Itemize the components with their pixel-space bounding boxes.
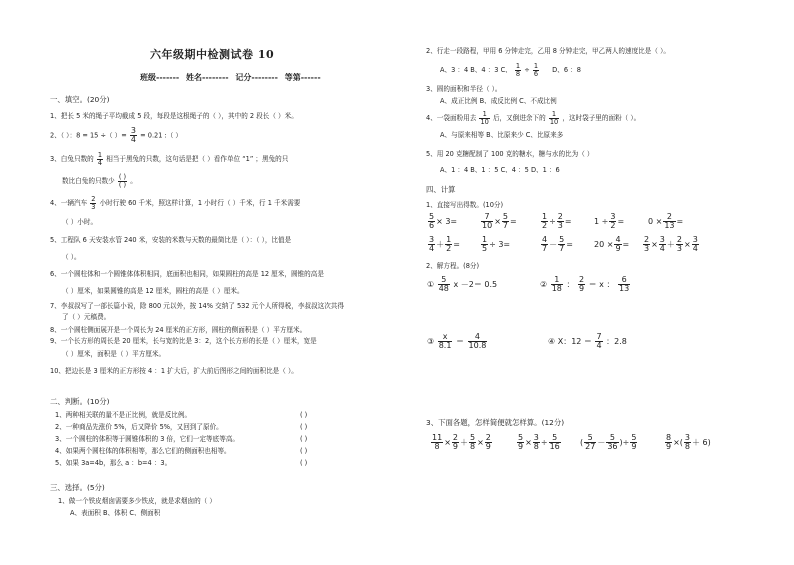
q1-8: 8、一个圆柱侧面展开是一个周长为 24 厘米的正方形，圆柱的侧面积是（ ）平方厘米。 [50,326,307,334]
equation-2: ② $\frac{1}{18}$ ： $\frac{2}{9}$ ＝ x ： $\frac{6}{13}$ [540,275,630,293]
calc-10: $\frac{2}{3}$ × $\frac{3}{4}$ ＋ $\frac{2}{3}$ × $\frac{3}{4}$ [644,235,698,253]
q1-9: 9、一个长方形的周长是 20 厘米，长与宽的比是 3：2，这个长方形的长是（ ）厘米，宽是 [50,337,317,345]
choice-3-options: A、成正比例 B、成反比例 C、不成比例 [440,97,557,105]
judge-answer-2[interactable]: ( ) [300,423,308,431]
fraction-blank: $\frac{( )}{( )}$ [118,173,127,189]
calc-4: 1 ÷ $\frac{3}{2}$ = [594,212,625,230]
simplify-4: $\frac{8}{9}$ ×( $\frac{3}{8}$ ＋ 6) [666,433,711,451]
simplify-1: $\frac{11}{8}$ × $\frac{2}{9}$ ＋ $\frac{5}{8}$ × $\frac{2}{9}$ [432,433,491,451]
equation-4: ④ X：12 ＝ $\frac{7}{4}$ ：2.8 [548,332,627,350]
choice-5: 5、用 20 克糖配制了 100 克的糖水，糖与水的比为（ ） [426,150,594,158]
choice-2-options: A、3 ：4 B、4 ：3 C、 $\frac{1}{8}$ ÷ $\frac{1}{6}$ D、6 ：8 [440,62,581,78]
judge-item-4: 4、如果两个圆柱体的体积相等，那么它们的侧面积也相等。 [55,447,231,455]
calc-9: 20 × $\frac{4}{9}$ = [594,235,630,253]
judge-answer-1[interactable]: ( ) [300,411,308,419]
calc-5: 0 × $\frac{2}{13}$ = [648,212,684,230]
q1-5-cont: （ ）。 [62,253,81,261]
calc-3: $\frac{1}{2}$ ÷ $\frac{2}{3}$ = [542,212,572,230]
calc-8: $\frac{4}{7}$ － $\frac{5}{7}$ = [542,235,573,253]
equation-3: ③ $\frac{x}{8.1}$ ＝ $\frac{4}{10.8}$ [427,332,487,350]
q1-10: 10、把边长是 3 厘米的正方形按 4 ：1 扩大后，扩大前后图形之间的面积比是（ ）。 [50,367,298,375]
calc-2: $\frac{7}{10}$ × $\frac{5}{7}$ = [482,212,517,230]
q1-4-cont: （ ）小时。 [62,218,98,226]
judge-item-1: 1、两种相关联的量不是正比例，就是反比例。 [55,411,192,419]
judge-answer-4[interactable]: ( ) [300,447,308,455]
judge-item-5: 5、如果 3a=4b，那么 a ：b=4 ：3。 [55,459,172,467]
section-2-heading: 二、判断。(10分) [50,397,110,406]
section-1-heading: 一、填空。(20分) [50,95,110,104]
q1-6: 6、一个圆柱体和一个圆锥体体积相同，底面积也相同，如果圆柱的高是 12 厘米，圆锥的高是 [50,270,324,278]
q1-3-cont: 数比白兔的只数少 $\frac{( )}{( )}$ 。 [62,173,137,189]
choice-3: 3、圆的面积和半径（ ）。 [426,85,502,93]
q1-4: 4、一辆汽车 $\frac{2}{3}$ 小时行驶 60 千米，照这样计算，1 小时行（ ）千米，行 1 千米需要 [50,195,301,211]
calc-7: $\frac{1}{5}$ ÷ 3= [482,235,511,253]
fraction-2-3: $\frac{2}{3}$ [91,195,96,211]
q1-1: 1、把长 5 米的绳子平均截成 5 段，每段是这根绳子的（ ），其中的 2 段长（ ）米。 [50,112,298,120]
judge-answer-3[interactable]: ( ) [300,435,308,443]
fraction-1-4: $\frac{1}{4}$ [97,151,103,167]
calc-part-1-heading: 1、直接写出得数。(10分) [426,201,504,209]
equation-1: ① $\frac{5}{48}$ x －2＝ 0.5 [427,275,498,293]
q1-7-cont: 了（ ）元稿费。 [62,313,111,321]
judge-item-3: 3、一个圆柱的体积等于圆锥体积的 3 倍，它们一定等底等高。 [55,435,240,443]
q1-5: 5、工程队 6 天安装水管 240 米，安装的米数与天数的最简比是（ ）：（ ），比值是 [50,236,292,244]
choice-2: 2、行走一段路程，甲用 6 分钟走完，乙用 8 分钟走完，甲乙两人的速度比是（ ）。 [426,47,670,55]
choice-5-options: A、1 ：4 B、1 ：5 C、4 ：5 D、1 ：6 [440,166,560,174]
judge-answer-5[interactable]: ( ) [300,459,308,467]
fraction-3-4: $\frac{3}{4}$ [130,126,137,144]
q1-7: 7、李叔叔写了一部长篇小说，除 800 元以外，按 14% 交纳了 532 元个人所得税，李叔叔这次共得 [50,302,344,310]
judge-item-2: 2、一种商品先涨价 5%，后又降价 5%，又回到了原价。 [55,423,223,431]
q1-6-cont: （ ）厘米，如果圆锥的高是 12 厘米，圆柱的高是（ ）厘米。 [62,287,244,295]
choice-1-options: A、表面积 B、体积 C、侧面积 [70,509,161,517]
calc-part-3-heading: 3、下面各题，怎样简便就怎样算。(12分) [426,418,565,427]
simplify-3: ( $\frac{5}{27}$ － $\frac{5}{36}$ )÷ $\frac{5}{9}$ [580,433,637,451]
choice-4-options: A、与原来相等 B、比原来少 C、比原来多 [440,131,564,139]
section-4-heading: 四、计算 [426,185,456,194]
choice-1: 1、做一个铁皮烟囱需要多少铁皮，就是求烟囱的（ ） [58,497,216,505]
calc-6: $\frac{3}{4}$ ＋ $\frac{1}{2}$ = [429,235,460,253]
simplify-2: $\frac{5}{9}$ × $\frac{3}{8}$ ÷ $\frac{5}{16}$ [518,433,560,451]
section-3-heading: 三、选择。(5分) [50,483,105,492]
page-title: 六年级期中检测试卷 10 [150,48,275,61]
q1-9-cont: （ ）厘米，面积是（ ）平方厘米。 [62,350,166,358]
q1-2: 2、（ ）：8 = 15 ÷（ ）= $\frac{3}{4}$ = 0.21 :（ ） [50,126,183,144]
choice-4: 4、一袋面粉用去 $\frac{1}{10}$ 后，又倒进余下的 $\frac{1}{10}$ ，这时袋子里的面粉（ ）。 [426,110,641,126]
calc-part-2-heading: 2、解方程。(8分) [426,262,480,270]
calc-1: $\frac{5}{6}$ × 3= [429,212,458,230]
student-info-line: 班级------- 姓名-------- 记分-------- 等第------ [140,72,321,82]
q1-3: 3、白兔只数的 $\frac{1}{4}$ 相当于黑兔的只数，这句话是把（ ）看作单位 “1” ；黑兔的只 [50,151,289,167]
